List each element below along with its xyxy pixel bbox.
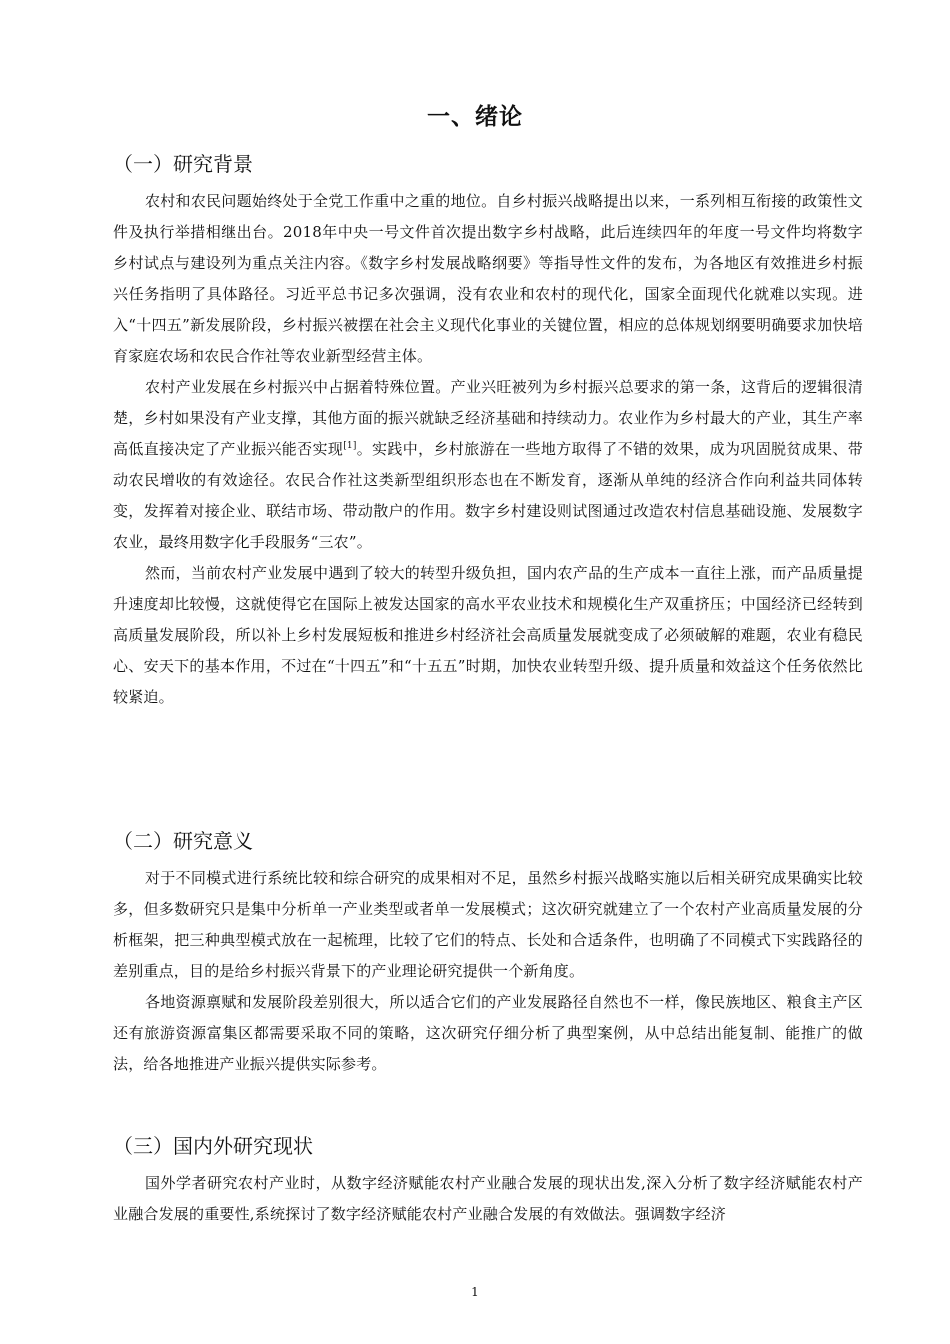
chapter-title: 一、绪论 — [427, 104, 523, 130]
paragraph: 对于不同模式进行系统比较和综合研究的成果相对不足，虽然乡村振兴战略实施以后相关研究成果确实比较多，但多数研究只是集中分析单一产业类型或者单一发展模式；这次研究就建立了一个农村产业高质量发展的分析框架，把三种典型模式放在一起梳理，比较了它们的特点、长处和合适条件，也明确了不同模式下实践路径的差别重点，目的是给乡村振兴背景下的产业理论研究提供一个新角度。 — [113, 869, 863, 980]
page-number: 1 — [471, 1285, 479, 1299]
section-research-background — [113, 149, 863, 713]
section-heading: （二）研究意义 — [113, 829, 253, 853]
paragraph-text: 农村产业发展在乡村振兴中占据着特殊位置。产业兴旺被列为乡村振兴总要求的第一条，这背后的逻辑很清楚，乡村如果没有产业支撑，其他方面的振兴就缺乏经济基础和持续动力。农业作为乡村最大的产业，其生产率高低直接决定了产业振兴能否实现 — [113, 378, 863, 458]
paragraph: 然而，当前农村产业发展中遇到了较大的转型升级负担，国内农产品的生产成本一直往上涨，而产品质量提升速度却比较慢，这就使得它在国际上被发达国家的高水平农业技术和规模化生产双重挤压；中国经济已经转到高质量发展阶段，所以补上乡村发展短板和推进乡村经济社会高质量发展就变成了必须破解的难题，农业有稳民心、安天下的基本作用，不过在“十四五”和“十五五”时期，加快农业转型升级、提升质量和效益这个任务依然比较紧迫。 — [113, 564, 863, 706]
paragraph: 各地资源禀赋和发展阶段差别很大，所以适合它们的产业发展路径自然也不一样，像民族地区、粮食主产区还有旅游资源富集区都需要采取不同的策略，这次研究仔细分析了典型案例，从中总结出能复制、能推广的做法，给各地推进产业振兴提供实际参考。 — [113, 993, 863, 1073]
section-research-status — [113, 1131, 863, 1230]
citation-marker: [1] — [343, 441, 357, 451]
paragraph-text: 。实践中，乡村旅游在一些地方取得了不错的效果，成为巩固脱贫成果、带动农民增收的有效途径。农民合作社这类新型组织形态也在不断发育，逐渐从单纯的经济合作向利益共同体转变，发挥着对接企业、联结市场、带动散户的作用。数字乡村建设则试图通过改造农村信息基础设施、发展数字农业，最终用数字化手段服务“三农”。 — [113, 440, 863, 551]
paragraph: 农村和农民问题始终处于全党工作重中之重的地位。自乡村振兴战略提出以来，一系列相互衔接的政策性文件及执行举措相继出台。2018年中央一号文件首次提出数字乡村战略，此后连续四年的年度一号文件均将数字乡村试点与建设列为重点关注内容。《数字乡村发展战略纲要》等指导性文件的发布，为各地区有效推进乡村振兴任务指明了具体路径。习近平总书记多次强调，没有农业和农村的现代化，国家全面现代化就难以实现。进入“十四五”新发展阶段，乡村振兴被摆在社会主义现代化事业的关键位置，相应的总体规划纲要明确要求加快培育家庭农场和农民合作社等农业新型经营主体。 — [113, 192, 863, 365]
section-heading: （一）研究背景 — [113, 152, 253, 176]
paragraph-with-citation — [113, 372, 863, 558]
section-heading: （三）国内外研究现状 — [113, 1134, 313, 1158]
paragraph: 国外学者研究农村产业时，从数字经济赋能农村产业融合发展的现状出发,深入分析了数字经济赋能农村产业融合发展的重要性,系统探讨了数字经济赋能农村产业融合发展的有效做法。强调数字经济 — [113, 1174, 863, 1223]
section-research-significance — [113, 826, 863, 1080]
